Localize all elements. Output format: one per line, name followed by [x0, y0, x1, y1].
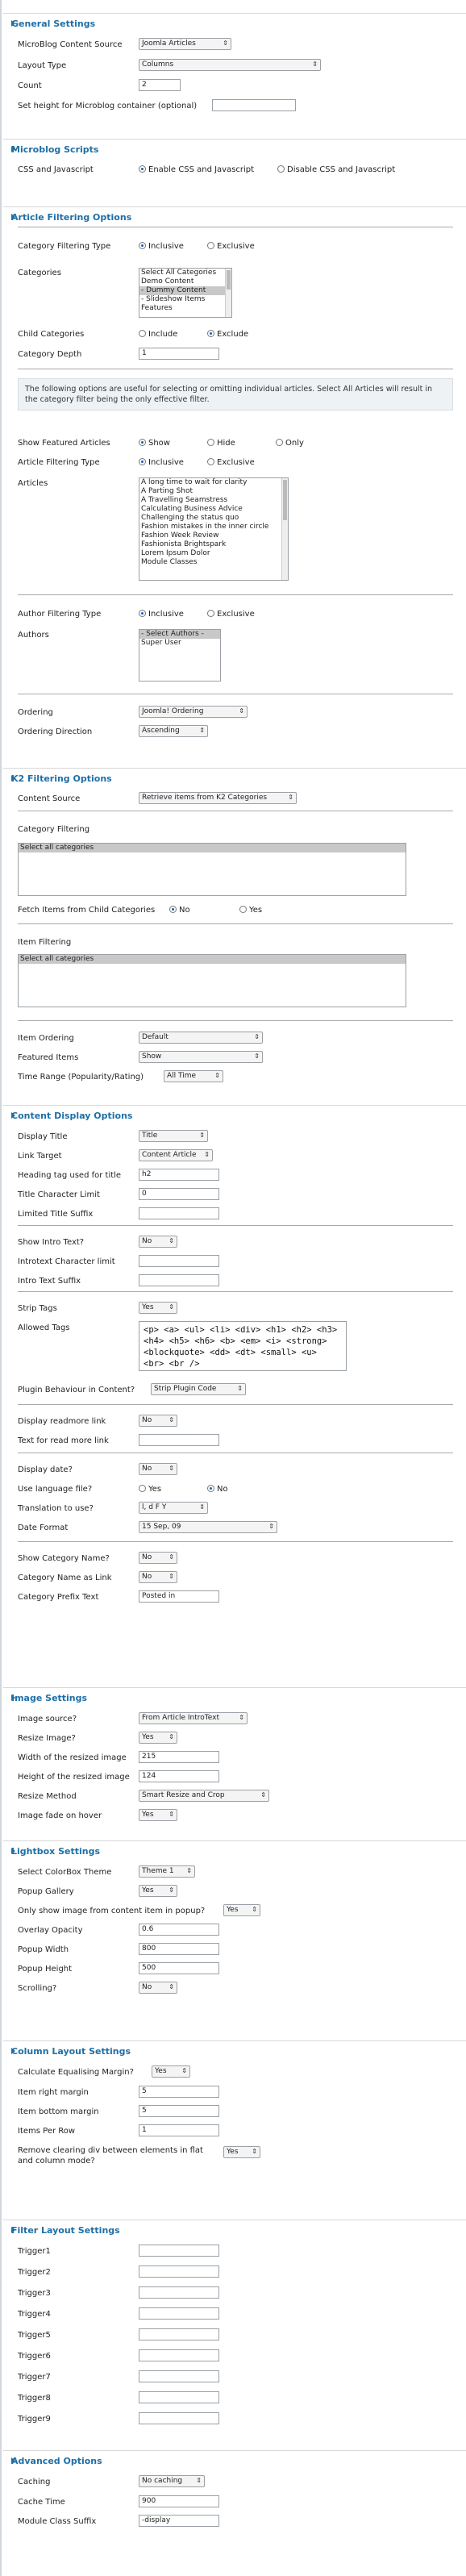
- radio-unchecked-icon: [207, 439, 214, 446]
- list-option[interactable]: - Slideshow Items: [141, 295, 206, 303]
- chevron-down-icon: ⇕: [254, 1052, 260, 1060]
- intro-limit-input[interactable]: [139, 1255, 219, 1267]
- collapse-caret-icon: [11, 2457, 15, 2464]
- list-option[interactable]: Lorem Ipsum Dolor: [141, 549, 210, 557]
- article-filtering-panel: [3, 206, 466, 755]
- popup-width-input[interactable]: 800: [139, 1943, 219, 1955]
- only-show-image-select[interactable]: Yes ⇕: [223, 1904, 260, 1916]
- allowed-tags-textarea[interactable]: <p> <a> <ul> <li> <div> <h1> <h2> <h3> <h4> <h5> <h6> <b> <em> <i> <strong> <blockquote> <dd> <dt> <small> <u> <br> <br />: [139, 1321, 347, 1371]
- section-title: General Settings: [11, 19, 96, 29]
- clearing-div-label-line2: and column mode?: [18, 2157, 95, 2165]
- ordering-label: Ordering: [18, 708, 53, 717]
- scrollbar[interactable]: [225, 269, 231, 317]
- content-display-header[interactable]: [11, 1111, 132, 1121]
- author-exclusive-radio[interactable]: Exclusive: [207, 610, 255, 619]
- resize-width-label: Width of the resized image: [18, 1753, 127, 1762]
- readmore-text-label: Text for read more link: [18, 1436, 109, 1445]
- colorbox-theme-label: Select ColorBox Theme: [18, 1868, 112, 1877]
- k2-filtering-header[interactable]: [11, 773, 112, 784]
- items-per-row-input[interactable]: 1: [139, 2124, 219, 2136]
- chevron-down-icon: ⇕: [186, 1867, 192, 1874]
- featured-items-select[interactable]: Show ⇕: [139, 1051, 263, 1063]
- trigger8-input[interactable]: [139, 2391, 219, 2403]
- chevron-down-icon: ⇕: [312, 60, 318, 68]
- list-option[interactable]: Challenging the status quo: [141, 514, 239, 522]
- category-filtering-type-label: Category Filtering Type: [18, 242, 111, 251]
- translation-select[interactable]: l, d F Y ⇕: [139, 1502, 208, 1514]
- show-intro-select[interactable]: No ⇕: [139, 1236, 177, 1248]
- divider: [18, 1541, 453, 1542]
- only-show-image-label: Only show image from content item in popup?: [18, 1907, 206, 1915]
- popup-height-input[interactable]: 500: [139, 1962, 219, 1974]
- equalising-margin-label: Calculate Equalising Margin?: [18, 2068, 134, 2077]
- trigger5-label: Trigger5: [18, 2331, 51, 2340]
- filter-layout-header[interactable]: [11, 2225, 120, 2236]
- chevron-down-icon: ⇕: [199, 1503, 205, 1511]
- article-filtering-type-label: Article Filtering Type: [18, 458, 100, 467]
- equalising-margin-select[interactable]: Yes ⇕: [152, 2065, 190, 2078]
- chevron-down-icon: ⇕: [169, 1811, 174, 1818]
- section-title: Lightbox Settings: [11, 1846, 101, 1857]
- intro-limit-label: Introtext Character limit: [18, 1257, 115, 1266]
- chevron-down-icon: ⇕: [199, 727, 205, 734]
- trigger9-label: Trigger9: [18, 2415, 51, 2424]
- collapse-caret-icon: [11, 20, 15, 27]
- show-category-select[interactable]: No ⇕: [139, 1552, 177, 1564]
- chevron-down-icon: ⇕: [169, 1237, 174, 1244]
- trigger4-label: Trigger4: [18, 2310, 51, 2319]
- display-readmore-select[interactable]: No ⇕: [139, 1415, 177, 1427]
- chevron-down-icon: ⇕: [169, 1983, 174, 1990]
- radio-checked-icon: [139, 242, 146, 249]
- section-title: Article Filtering Options: [11, 212, 132, 223]
- display-title-label: Display Title: [18, 1132, 68, 1141]
- radio-checked-icon: [139, 610, 146, 617]
- general-settings-panel: [3, 13, 466, 118]
- featured-show-radio[interactable]: Show: [139, 439, 170, 448]
- ordering-direction-select[interactable]: Ascending ⇕: [139, 725, 208, 737]
- chevron-down-icon: ⇕: [169, 1573, 174, 1580]
- chevron-down-icon: ⇕: [169, 1416, 174, 1423]
- intro-suffix-input[interactable]: [139, 1274, 219, 1286]
- image-fade-select[interactable]: Yes ⇕: [139, 1809, 177, 1821]
- overlay-opacity-label: Overlay Opacity: [18, 1926, 83, 1935]
- scrolling-label: Scrolling?: [18, 1984, 57, 1993]
- article-inclusive-radio[interactable]: Inclusive: [139, 458, 184, 468]
- article-filtering-header[interactable]: [11, 212, 131, 223]
- fetch-child-no-radio[interactable]: No: [169, 906, 190, 915]
- fetch-child-yes-radio[interactable]: Yes: [239, 906, 262, 915]
- bottom-margin-label: Item bottom margin: [18, 2107, 99, 2116]
- radio-unchecked-icon: [207, 458, 214, 465]
- popup-height-label: Popup Height: [18, 1965, 73, 1974]
- general-settings-header[interactable]: [11, 19, 95, 29]
- resize-height-label: Height of the resized image: [18, 1773, 130, 1782]
- plugin-behaviour-select[interactable]: Strip Plugin Code ⇕: [151, 1383, 246, 1395]
- intro-suffix-label: Intro Text Suffix: [18, 1277, 81, 1286]
- collapse-caret-icon: [11, 1694, 15, 1701]
- translation-label: Translation to use?: [18, 1504, 94, 1513]
- plugin-behaviour-label: Plugin Behaviour in Content?: [18, 1386, 135, 1394]
- class-suffix-label: Module Class Suffix: [18, 2517, 97, 2526]
- readmore-text-input[interactable]: [139, 1434, 219, 1446]
- fetch-child-label: Fetch Items from Child Categories: [18, 906, 156, 915]
- author-inclusive-radio[interactable]: Inclusive: [139, 610, 184, 619]
- category-link-label: Category Name as Link: [18, 1574, 112, 1582]
- list-option[interactable]: Select all categories: [19, 844, 406, 852]
- image-source-select[interactable]: From Article IntroText ⇕: [139, 1712, 248, 1724]
- caching-label: Caching: [18, 2478, 51, 2486]
- category-depth-input[interactable]: 1: [139, 348, 219, 360]
- trigger4-input[interactable]: [139, 2307, 219, 2320]
- resize-height-input[interactable]: 124: [139, 1770, 219, 1782]
- trigger2-label: Trigger2: [18, 2268, 51, 2277]
- image-source-label: Image source?: [18, 1715, 77, 1724]
- radio-unchecked-icon: [277, 165, 285, 173]
- resize-width-input[interactable]: 215: [139, 1751, 219, 1763]
- chevron-down-icon: ⇕: [268, 1523, 274, 1530]
- layout-type-select[interactable]: Columns ⇕: [139, 59, 321, 71]
- show-featured-label: Show Featured Articles: [18, 439, 110, 448]
- radio-unchecked-icon: [276, 439, 283, 446]
- item-ordering-select[interactable]: Default ⇕: [139, 1032, 263, 1044]
- date-format-label: Date Format: [18, 1524, 69, 1532]
- list-option[interactable]: Super User: [141, 639, 181, 647]
- list-option[interactable]: Fashionista Brightspark: [141, 540, 227, 548]
- right-margin-label: Item right margin: [18, 2088, 89, 2097]
- collapse-caret-icon: [11, 1112, 15, 1119]
- css-js-label: CSS and Javascript: [18, 165, 94, 174]
- link-target-label: Link Target: [18, 1152, 62, 1161]
- ordering-direction-label: Ordering Direction: [18, 727, 93, 736]
- radio-unchecked-icon: [139, 1485, 146, 1492]
- colorbox-theme-select[interactable]: Theme 1 ⇕: [139, 1865, 195, 1878]
- divider: [18, 1291, 453, 1292]
- radio-unchecked-icon: [239, 906, 247, 913]
- radio-checked-icon: [139, 165, 146, 173]
- disable-css-js-radio[interactable]: Disable CSS and Javascript: [277, 165, 395, 175]
- column-layout-panel: [3, 2040, 466, 2218]
- trigger7-label: Trigger7: [18, 2373, 51, 2382]
- popup-width-label: Popup Width: [18, 1945, 69, 1954]
- content-source-select[interactable]: Joomla Articles ⇕: [139, 38, 231, 50]
- show-intro-label: Show Intro Text?: [18, 1238, 85, 1247]
- articles-listbox[interactable]: [139, 477, 289, 581]
- chevron-down-icon: ⇕: [169, 1886, 174, 1894]
- time-range-label: Time Range (Popularity/Rating): [18, 1073, 144, 1082]
- trigger1-input[interactable]: [139, 2245, 219, 2257]
- layout-type-label: Layout Type: [18, 61, 67, 70]
- display-date-label: Display date?: [18, 1465, 73, 1474]
- articles-label: Articles: [18, 479, 48, 488]
- time-range-select[interactable]: All Time ⇕: [164, 1070, 223, 1082]
- strip-tags-select[interactable]: Yes ⇕: [139, 1302, 177, 1314]
- chevron-down-icon: ⇕: [239, 707, 244, 715]
- trigger8-label: Trigger8: [18, 2394, 51, 2403]
- chevron-down-icon: ⇕: [288, 794, 293, 801]
- display-date-select[interactable]: No ⇕: [139, 1463, 177, 1475]
- collapse-caret-icon: [11, 1848, 15, 1854]
- article-filter-note: The following options are useful for selecting or omitting individual articles. Select All Articles will result in the category filter being the only effective filter.: [18, 378, 453, 411]
- content-display-panel: [3, 1105, 466, 1673]
- chevron-down-icon: ⇕: [239, 1714, 244, 1721]
- scrolling-select[interactable]: No ⇕: [139, 1982, 177, 1994]
- trigger5-input[interactable]: [139, 2328, 219, 2340]
- content-source-label: MicroBlog Content Source: [18, 40, 123, 49]
- filter-layout-panel: [3, 2220, 466, 2452]
- list-option[interactable]: A Travelling Seamstress: [141, 496, 228, 504]
- popup-gallery-label: Popup Gallery: [18, 1887, 74, 1896]
- chevron-down-icon: ⇕: [254, 1033, 260, 1040]
- trigger6-label: Trigger6: [18, 2352, 51, 2361]
- list-option[interactable]: Select all categories: [19, 955, 406, 964]
- clearing-div-select[interactable]: Yes ⇕: [223, 2146, 260, 2158]
- chevron-down-icon: ⇕: [196, 2477, 202, 2484]
- radio-checked-icon: [139, 439, 146, 446]
- categories-listbox[interactable]: [139, 268, 232, 318]
- section-title: Filter Layout Settings: [11, 2225, 120, 2236]
- k2-filtering-panel: [3, 768, 466, 1090]
- categories-label: Categories: [18, 269, 61, 277]
- list-option[interactable]: Features: [141, 304, 173, 312]
- trigger7-input[interactable]: [139, 2370, 219, 2382]
- strip-tags-label: Strip Tags: [18, 1304, 57, 1313]
- allowed-tags-label: Allowed Tags: [18, 1323, 70, 1332]
- clearing-div-label: Remove clearing div between elements in flat: [18, 2146, 203, 2155]
- radio-checked-icon: [139, 458, 146, 465]
- section-title: Content Display Options: [11, 1111, 133, 1121]
- items-per-row-label: Items Per Row: [18, 2127, 76, 2136]
- class-suffix-input[interactable]: -display: [139, 2515, 219, 2527]
- category-link-select[interactable]: No ⇕: [139, 1571, 177, 1583]
- chevron-down-icon: ⇕: [252, 2148, 257, 2155]
- scrollbar-thumb[interactable]: [283, 480, 287, 520]
- category-prefix-input[interactable]: Posted in: [139, 1590, 219, 1603]
- list-option[interactable]: Module Classes: [141, 558, 198, 566]
- link-target-select[interactable]: Content Article ⇕: [139, 1149, 213, 1161]
- bottom-margin-input[interactable]: 5: [139, 2105, 219, 2117]
- collapse-caret-icon: [11, 146, 15, 152]
- item-ordering-label: Item Ordering: [18, 1034, 74, 1043]
- radio-unchecked-icon: [207, 610, 214, 617]
- container-height-input[interactable]: [212, 99, 296, 111]
- category-depth-label: Category Depth: [18, 350, 82, 359]
- divider: [18, 594, 453, 595]
- limited-suffix-label: Limited Title Suffix: [18, 1210, 94, 1219]
- resize-method-select[interactable]: Smart Resize and Crop ⇕: [139, 1790, 269, 1802]
- radio-checked-icon: [169, 906, 177, 913]
- heading-tag-label: Heading tag used for title: [18, 1171, 122, 1180]
- list-option[interactable]: Select All Categories: [141, 269, 217, 277]
- item-filtering-label: Item Filtering: [18, 938, 72, 947]
- trigger9-input[interactable]: [139, 2412, 219, 2424]
- popup-gallery-select[interactable]: Yes ⇕: [139, 1885, 177, 1897]
- list-option[interactable]: A long time to wait for clarity: [141, 478, 248, 486]
- chevron-down-icon: ⇕: [199, 1132, 205, 1139]
- advanced-options-header[interactable]: [11, 2456, 102, 2466]
- category-prefix-label: Category Prefix Text: [18, 1593, 99, 1602]
- use-language-label: Use language file?: [18, 1485, 93, 1494]
- date-format-select[interactable]: 15 Sep, 09 ⇕: [139, 1521, 277, 1533]
- section-title: Microblog Scripts: [11, 144, 99, 155]
- chevron-down-icon: ⇕: [260, 1791, 266, 1799]
- divider: [18, 1225, 453, 1226]
- display-readmore-label: Display readmore link: [18, 1417, 106, 1426]
- radio-checked-icon: [207, 330, 214, 337]
- trigger3-input[interactable]: [139, 2286, 219, 2299]
- chevron-down-icon: ⇕: [204, 1151, 210, 1158]
- trigger6-input[interactable]: [139, 2349, 219, 2361]
- trigger1-label: Trigger1: [18, 2247, 51, 2256]
- chevron-down-icon: ⇕: [169, 1465, 174, 1472]
- limited-suffix-input[interactable]: [139, 1207, 219, 1219]
- overlay-opacity-input[interactable]: 0.6: [139, 1924, 219, 1936]
- show-category-label: Show Category Name?: [18, 1554, 110, 1563]
- featured-hide-radio[interactable]: Hide: [207, 439, 235, 448]
- collapse-caret-icon: [11, 775, 15, 782]
- divider: [18, 1404, 453, 1405]
- count-label: Count: [18, 81, 42, 90]
- ordering-select[interactable]: Joomla! Ordering ⇕: [139, 706, 248, 718]
- k2-content-source-select[interactable]: Retrieve items from K2 Categories ⇕: [139, 792, 297, 804]
- cache-time-input[interactable]: 900: [139, 2495, 219, 2507]
- scrollbar[interactable]: [281, 478, 288, 580]
- resize-method-label: Resize Method: [18, 1792, 77, 1801]
- use-language-no-radio[interactable]: No: [207, 1485, 228, 1494]
- section-title: Image Settings: [11, 1693, 88, 1703]
- radio-unchecked-icon: [207, 242, 214, 249]
- section-title: Column Layout Settings: [11, 2046, 131, 2057]
- authors-label: Authors: [18, 631, 49, 640]
- image-fade-label: Image fade on hover: [18, 1811, 102, 1820]
- scrollbar-thumb[interactable]: [227, 270, 231, 290]
- display-title-select[interactable]: Title ⇕: [139, 1130, 208, 1142]
- collapse-caret-icon: [11, 2048, 15, 2054]
- k2-category-filtering-label: Category Filtering: [18, 825, 90, 834]
- featured-items-label: Featured Items: [18, 1053, 79, 1062]
- advanced-options-panel: [3, 2450, 466, 2563]
- k2-content-source-label: Content Source: [18, 794, 81, 803]
- child-exclude-radio[interactable]: Exclude: [207, 330, 248, 340]
- authors-listbox[interactable]: [139, 629, 221, 682]
- chevron-down-icon: ⇕: [237, 1385, 243, 1392]
- category-exclusive-radio[interactable]: Exclusive: [207, 242, 255, 252]
- image-settings-panel: [3, 1687, 466, 1824]
- microblog-scripts-header[interactable]: [11, 144, 98, 155]
- trigger2-input[interactable]: [139, 2265, 219, 2278]
- list-option[interactable]: Calculating Business Advice: [141, 505, 243, 513]
- cache-time-label: Cache Time: [18, 2498, 65, 2507]
- collapse-caret-icon: [11, 214, 15, 220]
- column-layout-header[interactable]: [11, 2046, 131, 2057]
- author-filtering-type-label: Author Filtering Type: [18, 610, 102, 619]
- chevron-down-icon: ⇕: [169, 1303, 174, 1311]
- enable-css-js-radio[interactable]: Enable CSS and Javascript: [139, 165, 254, 175]
- section-title: Advanced Options: [11, 2456, 102, 2466]
- resize-image-label: Resize Image?: [18, 1734, 76, 1743]
- chevron-down-icon: ⇕: [169, 1553, 174, 1561]
- right-margin-input[interactable]: 5: [139, 2086, 219, 2098]
- child-include-radio[interactable]: Include: [139, 330, 177, 340]
- image-settings-header[interactable]: [11, 1693, 87, 1703]
- list-option[interactable]: Demo Content: [141, 277, 194, 286]
- chevron-down-icon: ⇕: [169, 1733, 174, 1740]
- title-limit-input[interactable]: 0: [139, 1188, 219, 1200]
- trigger3-label: Trigger3: [18, 2289, 51, 2298]
- lightbox-settings-header[interactable]: [11, 1846, 100, 1857]
- radio-checked-icon: [207, 1485, 214, 1492]
- list-option[interactable]: - Select Authors -: [139, 630, 220, 639]
- section-title: K2 Filtering Options: [11, 773, 112, 784]
- caching-select[interactable]: No caching ⇕: [139, 2475, 205, 2487]
- list-option[interactable]: Fashion mistakes in the inner circle: [141, 523, 269, 531]
- resize-image-select[interactable]: Yes ⇕: [139, 1732, 177, 1744]
- count-input[interactable]: 2: [139, 79, 181, 91]
- list-option[interactable]: A Parting Shot: [141, 487, 193, 495]
- k2-items-listbox[interactable]: [18, 954, 406, 1007]
- heading-tag-input[interactable]: h2: [139, 1169, 219, 1181]
- list-option[interactable]: - Dummy Content: [139, 286, 231, 295]
- chevron-down-icon: ⇕: [181, 2067, 187, 2074]
- chevron-down-icon: ⇕: [223, 40, 228, 47]
- article-exclusive-radio[interactable]: Exclusive: [207, 458, 255, 468]
- lightbox-settings-panel: [3, 1840, 466, 2024]
- chevron-down-icon: ⇕: [252, 1906, 257, 1913]
- divider: [18, 1020, 453, 1021]
- collapse-caret-icon: [11, 2227, 15, 2233]
- list-option[interactable]: Fashion Week Review: [141, 531, 219, 540]
- featured-only-radio[interactable]: Only: [276, 439, 304, 448]
- category-inclusive-radio[interactable]: Inclusive: [139, 242, 184, 252]
- divider: [18, 923, 453, 924]
- k2-categories-listbox[interactable]: [18, 843, 406, 896]
- chevron-down-icon: ⇕: [214, 1072, 220, 1079]
- child-categories-label: Child Categories: [18, 330, 85, 339]
- microblog-scripts-panel: [3, 139, 466, 184]
- container-height-label: Set height for Microblog container (optional): [18, 102, 198, 110]
- use-language-yes-radio[interactable]: Yes: [139, 1485, 161, 1494]
- radio-unchecked-icon: [139, 330, 146, 337]
- title-limit-label: Title Character Limit: [18, 1190, 100, 1199]
